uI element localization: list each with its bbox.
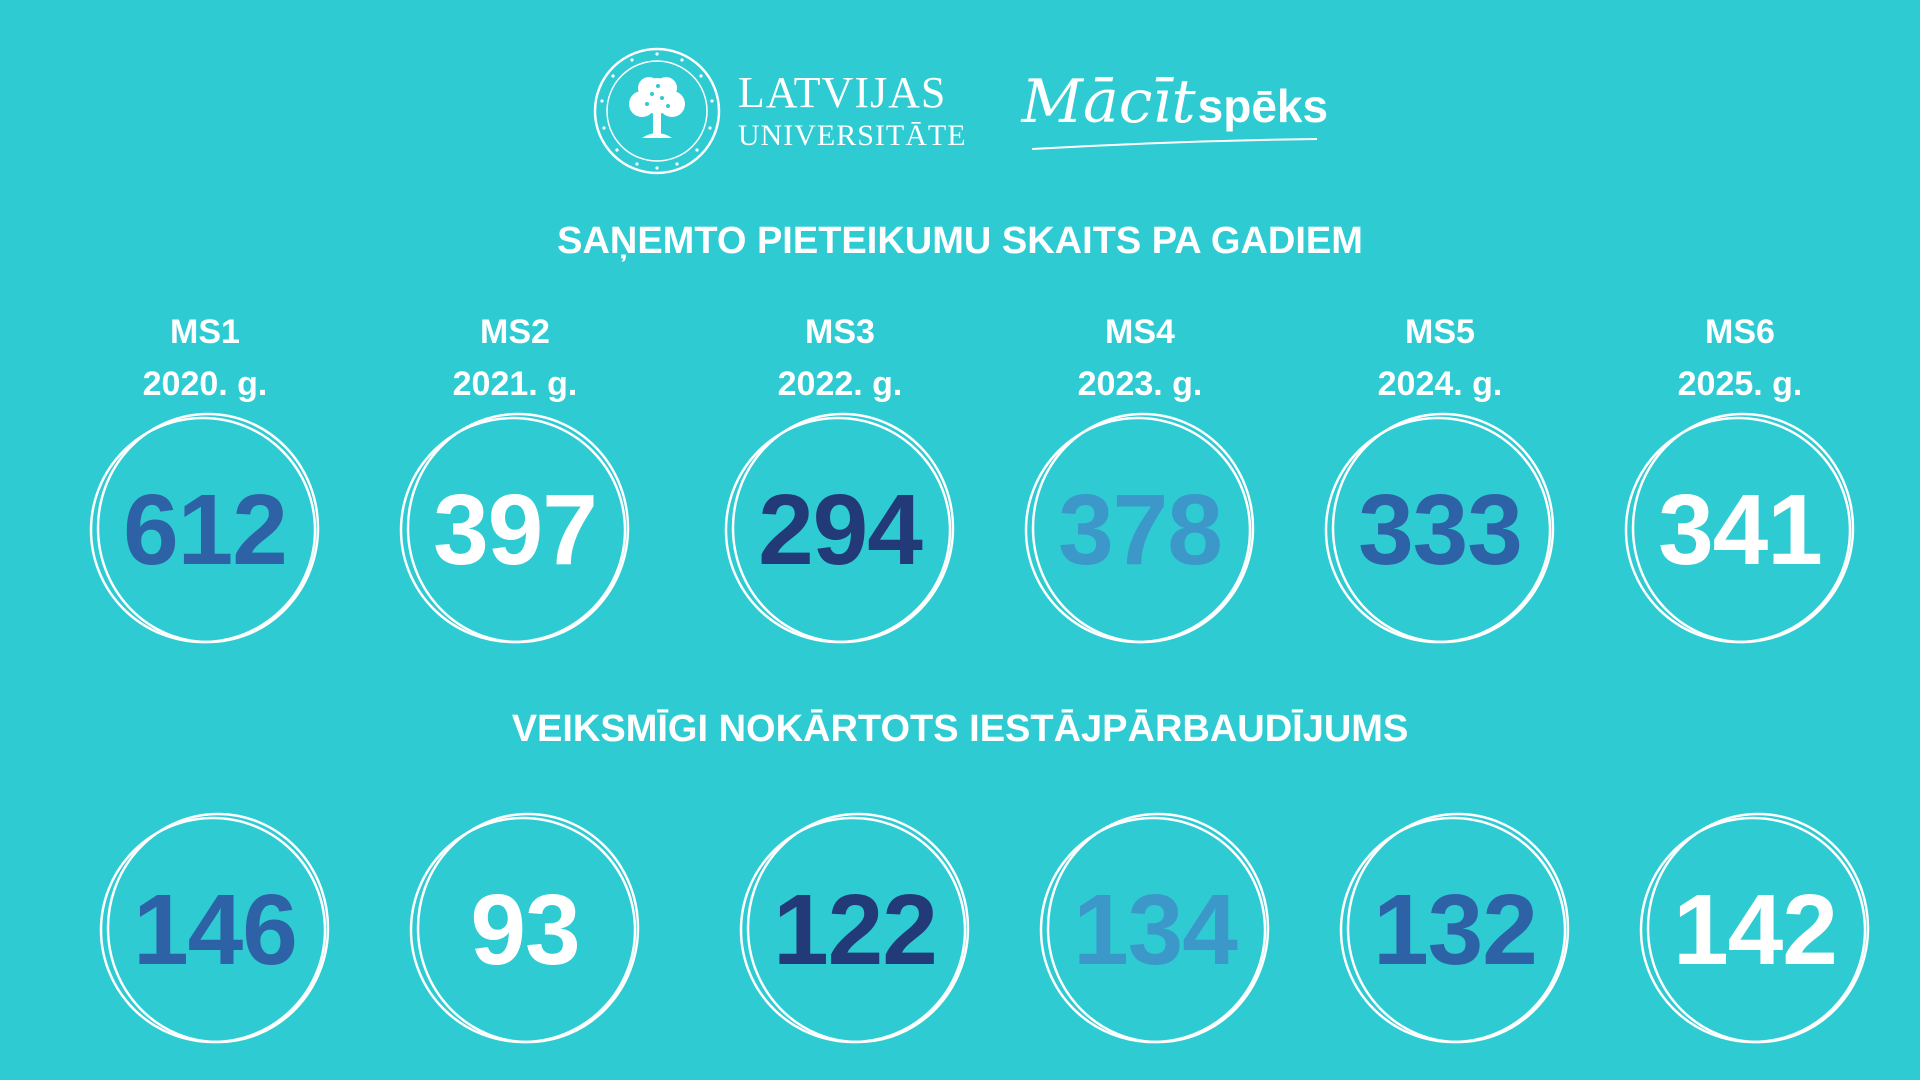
year-label: 2021. g. [452, 365, 578, 403]
applications-count: 294 [758, 473, 922, 586]
value-circle [405, 810, 645, 1050]
program-label: MS1 [170, 313, 240, 351]
value-circle [1020, 410, 1260, 650]
passed-exam-item [735, 810, 975, 1050]
value-circle [85, 410, 325, 650]
university-name-line2: UNIVERSITĀTE [737, 119, 967, 152]
passed-exam-count: 132 [1373, 873, 1537, 986]
year-label: 2024. g. [1377, 365, 1503, 403]
value-circle [720, 410, 960, 650]
value-circle [95, 810, 335, 1050]
applications-count: 612 [123, 473, 287, 586]
latvijas-universitate-logo [592, 46, 967, 176]
passed-exam-item [405, 810, 645, 1050]
program-year-label [1020, 306, 1260, 410]
program-year-label [1320, 306, 1560, 410]
year-label: 2022. g. [777, 365, 903, 403]
passed-exam-item [1035, 810, 1275, 1050]
applications-count: 341 [1658, 473, 1822, 586]
program-label: MS3 [805, 313, 875, 351]
macit-speks-logo [1022, 67, 1329, 155]
program-label: MS4 [1105, 313, 1175, 351]
value-circle [735, 810, 975, 1050]
program-year-label [395, 306, 635, 410]
passed-exam-count: 93 [470, 873, 580, 986]
year-label: 2020. g. [142, 365, 268, 403]
program-label: MS2 [480, 313, 550, 351]
value-circle [1035, 810, 1275, 1050]
passed-exam-item [95, 810, 335, 1050]
passed-exam-title: VEIKSMĪGI NOKĀRTOTS IESTĀJPĀRBAUDĪJUMS [511, 708, 1409, 750]
passed-exam-item [1635, 810, 1875, 1050]
passed-exam-item [1335, 810, 1575, 1050]
applications-item [395, 306, 635, 650]
passed-exam-count: 134 [1073, 873, 1237, 986]
program-year-label [85, 306, 325, 410]
applications-item [85, 306, 325, 650]
applications-item [1020, 306, 1260, 650]
applications-count: 378 [1058, 473, 1222, 586]
program-label: MS5 [1405, 313, 1475, 351]
program-year-label [720, 306, 960, 410]
passed-exam-count: 142 [1673, 873, 1837, 986]
applications-count: 397 [433, 473, 597, 586]
applications-item [720, 306, 960, 650]
applications-title: SAŅEMTO PIETEIKUMU SKAITS PA GADIEM [557, 220, 1363, 262]
value-circle [395, 410, 635, 650]
applications-item [1620, 306, 1860, 650]
program-year-label [1620, 306, 1860, 410]
passed-exam-count: 122 [773, 873, 937, 986]
brand-bold-text: spēks [1197, 80, 1329, 132]
applications-count: 333 [1358, 473, 1522, 586]
passed-exam-count: 146 [133, 873, 297, 986]
header [0, 46, 1920, 176]
value-circle [1320, 410, 1560, 650]
program-label: MS6 [1705, 313, 1775, 351]
year-label: 2025. g. [1677, 365, 1803, 403]
value-circle [1620, 410, 1860, 650]
brand-script-text: Mācīt [1021, 67, 1196, 137]
applications-item [1320, 306, 1560, 650]
university-seal-icon [592, 46, 722, 176]
year-label: 2023. g. [1077, 365, 1203, 403]
brand-underline-icon [1022, 137, 1322, 155]
value-circle [1635, 810, 1875, 1050]
university-name-line1: LATVIJAS [737, 68, 947, 117]
value-circle [1335, 810, 1575, 1050]
